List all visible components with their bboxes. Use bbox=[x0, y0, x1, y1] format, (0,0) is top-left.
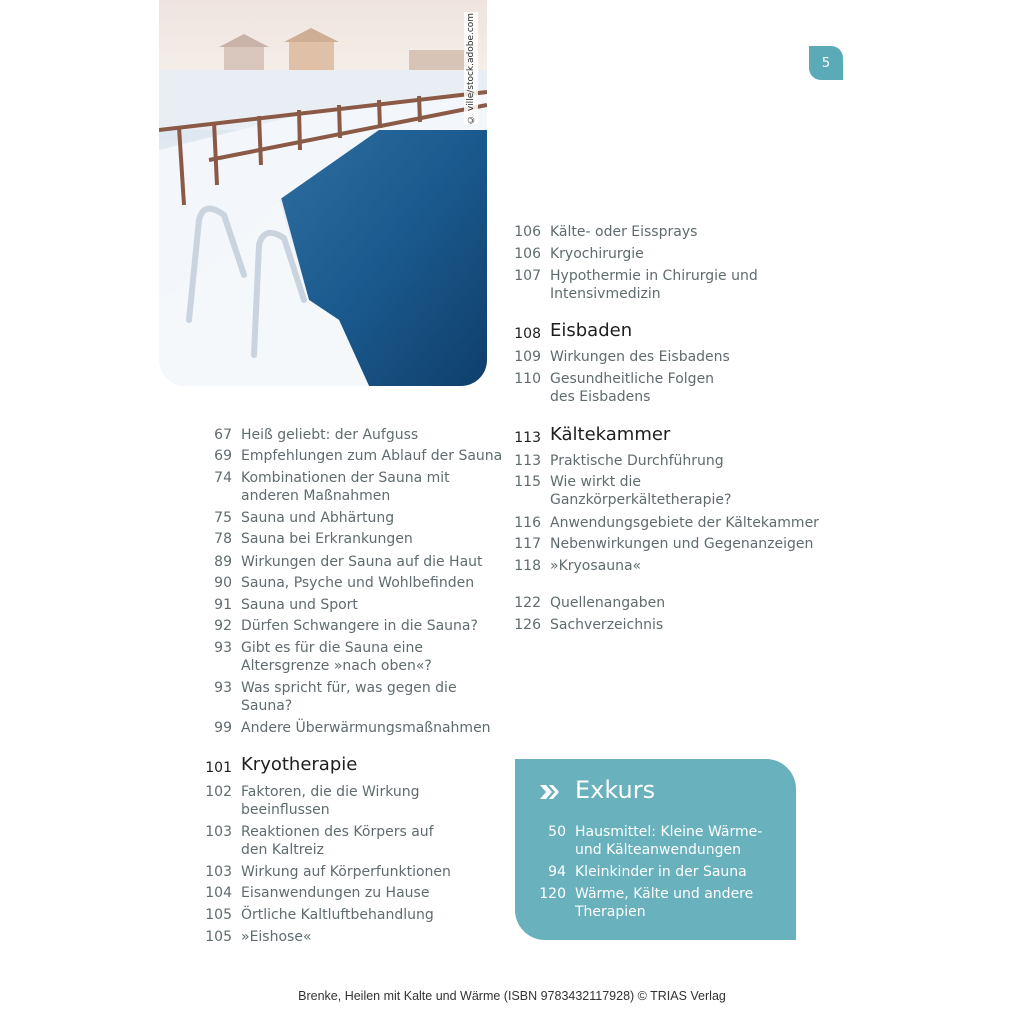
exkurs-entry-label: Kleinkinder in der Sauna bbox=[575, 864, 747, 880]
toc-entry-label: Wie wirkt die bbox=[550, 474, 642, 490]
ice-bath-illustration bbox=[159, 0, 487, 386]
toc-page-number: 75 bbox=[214, 510, 232, 526]
toc-entry-label: Heiß geliebt: der Aufguss bbox=[241, 427, 419, 443]
toc-page-number: 93 bbox=[214, 680, 232, 696]
toc-entry-label: Wirkungen der Sauna auf die Haut bbox=[241, 554, 483, 570]
toc-entry-label: Altersgrenze »nach oben«? bbox=[241, 658, 432, 674]
toc-entry-label: Quellenangaben bbox=[550, 595, 666, 611]
exkurs-entry-label: Wärme, Kälte und andere bbox=[575, 886, 754, 902]
toc-entry-label: beeinflussen bbox=[241, 802, 330, 818]
toc-page-number: 89 bbox=[214, 554, 232, 570]
exkurs-entry-label: Hausmittel: Kleine Wärme- bbox=[575, 824, 763, 840]
toc-entry-label: Was spricht für, was gegen die bbox=[241, 680, 457, 696]
toc-page-number: 105 bbox=[205, 929, 232, 945]
toc-entry-label: Wirkungen des Eisbadens bbox=[550, 349, 730, 365]
toc-entry-label: Sauna und Abhärtung bbox=[241, 510, 395, 526]
toc-page-number: 78 bbox=[214, 531, 232, 547]
toc-page-number: 69 bbox=[214, 448, 232, 464]
toc-entry-label: Kryochirurgie bbox=[550, 246, 644, 262]
toc-page-number: 106 bbox=[514, 246, 541, 262]
toc-page-number: 117 bbox=[514, 536, 541, 552]
toc-page-number: 74 bbox=[214, 470, 232, 486]
toc-page-number: 122 bbox=[514, 595, 541, 611]
toc-entry-label: Sauna? bbox=[241, 698, 293, 714]
toc-page-number: 126 bbox=[514, 617, 541, 633]
exkurs-page-number: 50 bbox=[548, 824, 566, 840]
toc-page-number: 110 bbox=[514, 371, 541, 387]
toc-page-number: 109 bbox=[514, 349, 541, 365]
toc-page-number: 91 bbox=[214, 597, 232, 613]
toc-entry-label: »Eishose« bbox=[241, 929, 312, 945]
toc-page-number: 101 bbox=[205, 760, 232, 776]
toc-page-number: 90 bbox=[214, 575, 232, 591]
toc-entry-label: Sauna und Sport bbox=[241, 597, 358, 613]
toc-entry-label: Örtliche Kaltluftbehandlung bbox=[241, 907, 434, 923]
toc-entry-label: Nebenwirkungen und Gegenanzeigen bbox=[550, 536, 814, 552]
toc-entry-label: Faktoren, die die Wirkung bbox=[241, 784, 420, 800]
toc-page-number: 118 bbox=[514, 558, 541, 574]
cover-photo bbox=[159, 0, 487, 386]
toc-page-number: 105 bbox=[205, 907, 232, 923]
toc-entry-label: Intensivmedizin bbox=[550, 286, 661, 302]
double-chevron-right-icon bbox=[539, 783, 561, 801]
toc-entry-label: Hypothermie in Chirurgie und bbox=[550, 268, 758, 284]
toc-entry-label: Wirkung auf Körperfunktionen bbox=[241, 864, 451, 880]
toc-page-number: 115 bbox=[514, 474, 541, 490]
photo-credit: © ville/stock.adobe.com bbox=[466, 12, 476, 124]
toc-page-number: 99 bbox=[214, 720, 232, 736]
toc-entry-label: anderen Maßnahmen bbox=[241, 488, 391, 504]
toc-entry-label: Andere Überwärmungsmaßnahmen bbox=[241, 720, 491, 736]
toc-page-number: 67 bbox=[214, 427, 232, 443]
toc-entry-label: Reaktionen des Körpers auf bbox=[241, 824, 434, 840]
toc-heading-label: Eisbaden bbox=[550, 320, 633, 341]
toc-page-number: 92 bbox=[214, 618, 232, 634]
toc-page-number: 102 bbox=[205, 784, 232, 800]
toc-page-number: 116 bbox=[514, 515, 541, 531]
toc-page-number: 108 bbox=[514, 326, 541, 342]
toc-entry-label: Ganzkörperkältetherapie? bbox=[550, 492, 732, 508]
page-footer: Brenke, Heilen mit Kalte und Wärme (ISBN 9783432117928) © TRIAS Verlag bbox=[298, 989, 726, 1003]
toc-entry-label: Sauna, Psyche und Wohlbefinden bbox=[241, 575, 475, 591]
toc-page-number: 93 bbox=[214, 640, 232, 656]
toc-entry-label: Praktische Durchführung bbox=[550, 453, 724, 469]
toc-entry-label: Eisanwendungen zu Hause bbox=[241, 885, 430, 901]
toc-entry-label: Gibt es für die Sauna eine bbox=[241, 640, 423, 656]
toc-page-number: 113 bbox=[514, 430, 541, 446]
toc-entry-label: Anwendungsgebiete der Kältekammer bbox=[550, 515, 819, 531]
toc-page-number: 103 bbox=[205, 864, 232, 880]
exkurs-entry-label: Therapien bbox=[575, 904, 646, 920]
toc-heading-label: Kältekammer bbox=[550, 424, 671, 445]
toc-heading-label: Kryotherapie bbox=[241, 754, 358, 775]
toc-entry-label: des Eisbadens bbox=[550, 389, 651, 405]
toc-entry-label: Kombinationen der Sauna mit bbox=[241, 470, 450, 486]
toc-entry-label: Empfehlungen zum Ablauf der Sauna bbox=[241, 448, 503, 464]
toc-page-number: 103 bbox=[205, 824, 232, 840]
toc-entry-label: Sauna bei Erkrankungen bbox=[241, 531, 413, 547]
toc-entry-label: den Kaltreiz bbox=[241, 842, 325, 858]
toc-entry-label: Sachverzeichnis bbox=[550, 617, 664, 633]
toc-entry-label: »Kryosauna« bbox=[550, 558, 642, 574]
exkurs-entry-label: und Kälteanwendungen bbox=[575, 842, 741, 858]
toc-entry-label: Gesundheitliche Folgen bbox=[550, 371, 715, 387]
exkurs-page-number: 94 bbox=[548, 864, 566, 880]
toc-page-number: 106 bbox=[514, 224, 541, 240]
page-number-badge: 5 bbox=[809, 46, 843, 80]
toc-entry-label: Dürfen Schwangere in die Sauna? bbox=[241, 618, 478, 634]
toc-page-number: 107 bbox=[514, 268, 541, 284]
exkurs-page-number: 120 bbox=[539, 886, 566, 902]
exkurs-title: Exkurs bbox=[575, 776, 656, 804]
toc-page-number: 113 bbox=[514, 453, 541, 469]
toc-entry-label: Kälte- oder Eissprays bbox=[550, 224, 698, 240]
toc-page-number: 104 bbox=[205, 885, 232, 901]
